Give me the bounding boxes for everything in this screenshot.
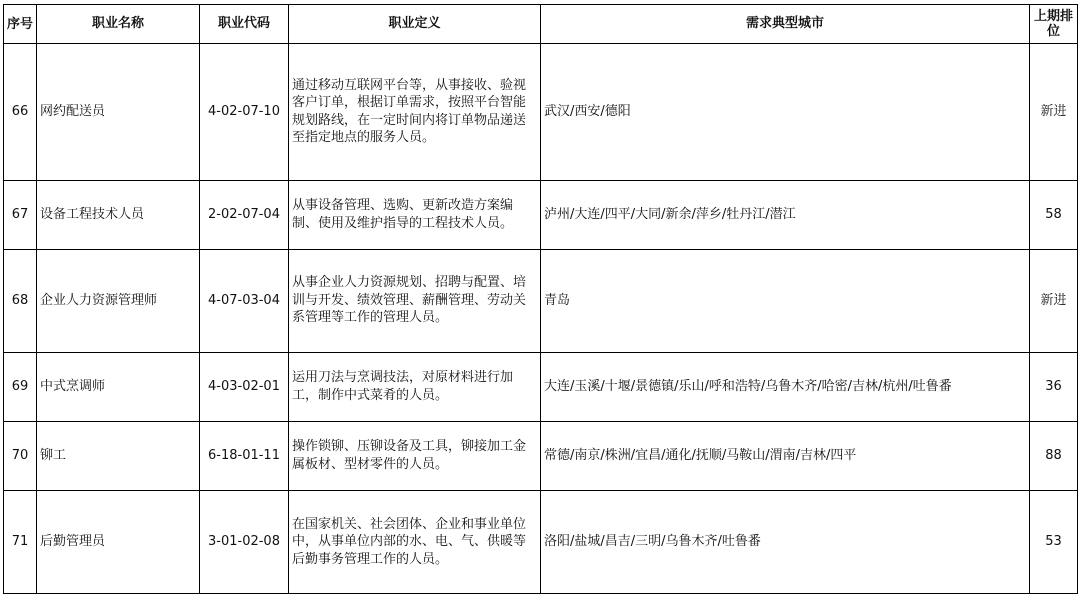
cell-serial-number: 69	[4, 352, 37, 421]
table-row	[4, 352, 1078, 421]
cell-occupation-name: 企业人力资源管理师	[37, 249, 200, 352]
cell-occupation-code: 4-02-07-10	[200, 44, 289, 181]
cell-last-rank: 新进	[1030, 44, 1078, 181]
cell-occupation-definition: 从事企业人力资源规划、招聘与配置、培训与开发、绩效管理、薪酬管理、劳动关系管理等工作的管理人员。	[289, 249, 541, 352]
header-occupation-definition: 职业定义	[289, 5, 541, 44]
cell-occupation-code: 2-02-07-04	[200, 180, 289, 249]
header-row	[4, 5, 1078, 44]
cell-occupation-name: 设备工程技术人员	[37, 180, 200, 249]
table-row	[4, 180, 1078, 249]
cell-typical-cities: 泸州/大连/四平/大同/新余/萍乡/牡丹江/潜江	[541, 180, 1030, 249]
cell-serial-number: 71	[4, 491, 37, 594]
cell-occupation-code: 4-07-03-04	[200, 249, 289, 352]
cell-occupation-name: 中式烹调师	[37, 352, 200, 421]
cell-serial-number: 68	[4, 249, 37, 352]
occupation-table	[3, 4, 1078, 594]
table-row	[4, 44, 1078, 181]
cell-typical-cities: 大连/玉溪/十堰/景德镇/乐山/呼和浩特/乌鲁木齐/哈密/吉林/杭州/吐鲁番	[541, 352, 1030, 421]
cell-last-rank: 新进	[1030, 249, 1078, 352]
cell-occupation-code: 4-03-02-01	[200, 352, 289, 421]
header-serial-number: 序号	[4, 5, 37, 44]
cell-typical-cities: 武汉/西安/德阳	[541, 44, 1030, 181]
cell-occupation-definition: 操作锁铆、压铆设备及工具，铆接加工金属板材、型材零件的人员。	[289, 421, 541, 490]
cell-last-rank: 36	[1030, 352, 1078, 421]
cell-last-rank: 53	[1030, 491, 1078, 594]
header-typical-cities: 需求典型城市	[541, 5, 1030, 44]
cell-occupation-definition: 在国家机关、社会团体、企业和事业单位中，从事单位内部的水、电、气、供暖等后勤事务管理工作的人员。	[289, 491, 541, 594]
table-row	[4, 249, 1078, 352]
header-occupation-code: 职业代码	[200, 5, 289, 44]
table-row	[4, 421, 1078, 490]
header-occupation-name: 职业名称	[37, 5, 200, 44]
cell-serial-number: 66	[4, 44, 37, 181]
cell-occupation-code: 6-18-01-11	[200, 421, 289, 490]
cell-typical-cities: 洛阳/盐城/昌吉/三明/乌鲁木齐/吐鲁番	[541, 491, 1030, 594]
table-row	[4, 491, 1078, 594]
cell-serial-number: 70	[4, 421, 37, 490]
cell-occupation-name: 后勤管理员	[37, 491, 200, 594]
cell-serial-number: 67	[4, 180, 37, 249]
cell-occupation-definition: 从事设备管理、选购、更新改造方案编制、使用及维护指导的工程技术人员。	[289, 180, 541, 249]
cell-occupation-name: 网约配送员	[37, 44, 200, 181]
cell-last-rank: 88	[1030, 421, 1078, 490]
cell-occupation-definition: 通过移动互联网平台等，从事接收、验视客户订单，根据订单需求，按照平台智能规划路线，在一定时间内将订单物品递送至指定地点的服务人员。	[289, 44, 541, 181]
cell-occupation-code: 3-01-02-08	[200, 491, 289, 594]
cell-last-rank: 58	[1030, 180, 1078, 249]
cell-occupation-definition: 运用刀法与烹调技法，对原材料进行加工，制作中式菜肴的人员。	[289, 352, 541, 421]
cell-typical-cities: 青岛	[541, 249, 1030, 352]
header-last-rank: 上期排位	[1030, 5, 1078, 44]
cell-occupation-name: 铆工	[37, 421, 200, 490]
cell-typical-cities: 常德/南京/株洲/宜昌/通化/抚顺/马鞍山/渭南/吉林/四平	[541, 421, 1030, 490]
